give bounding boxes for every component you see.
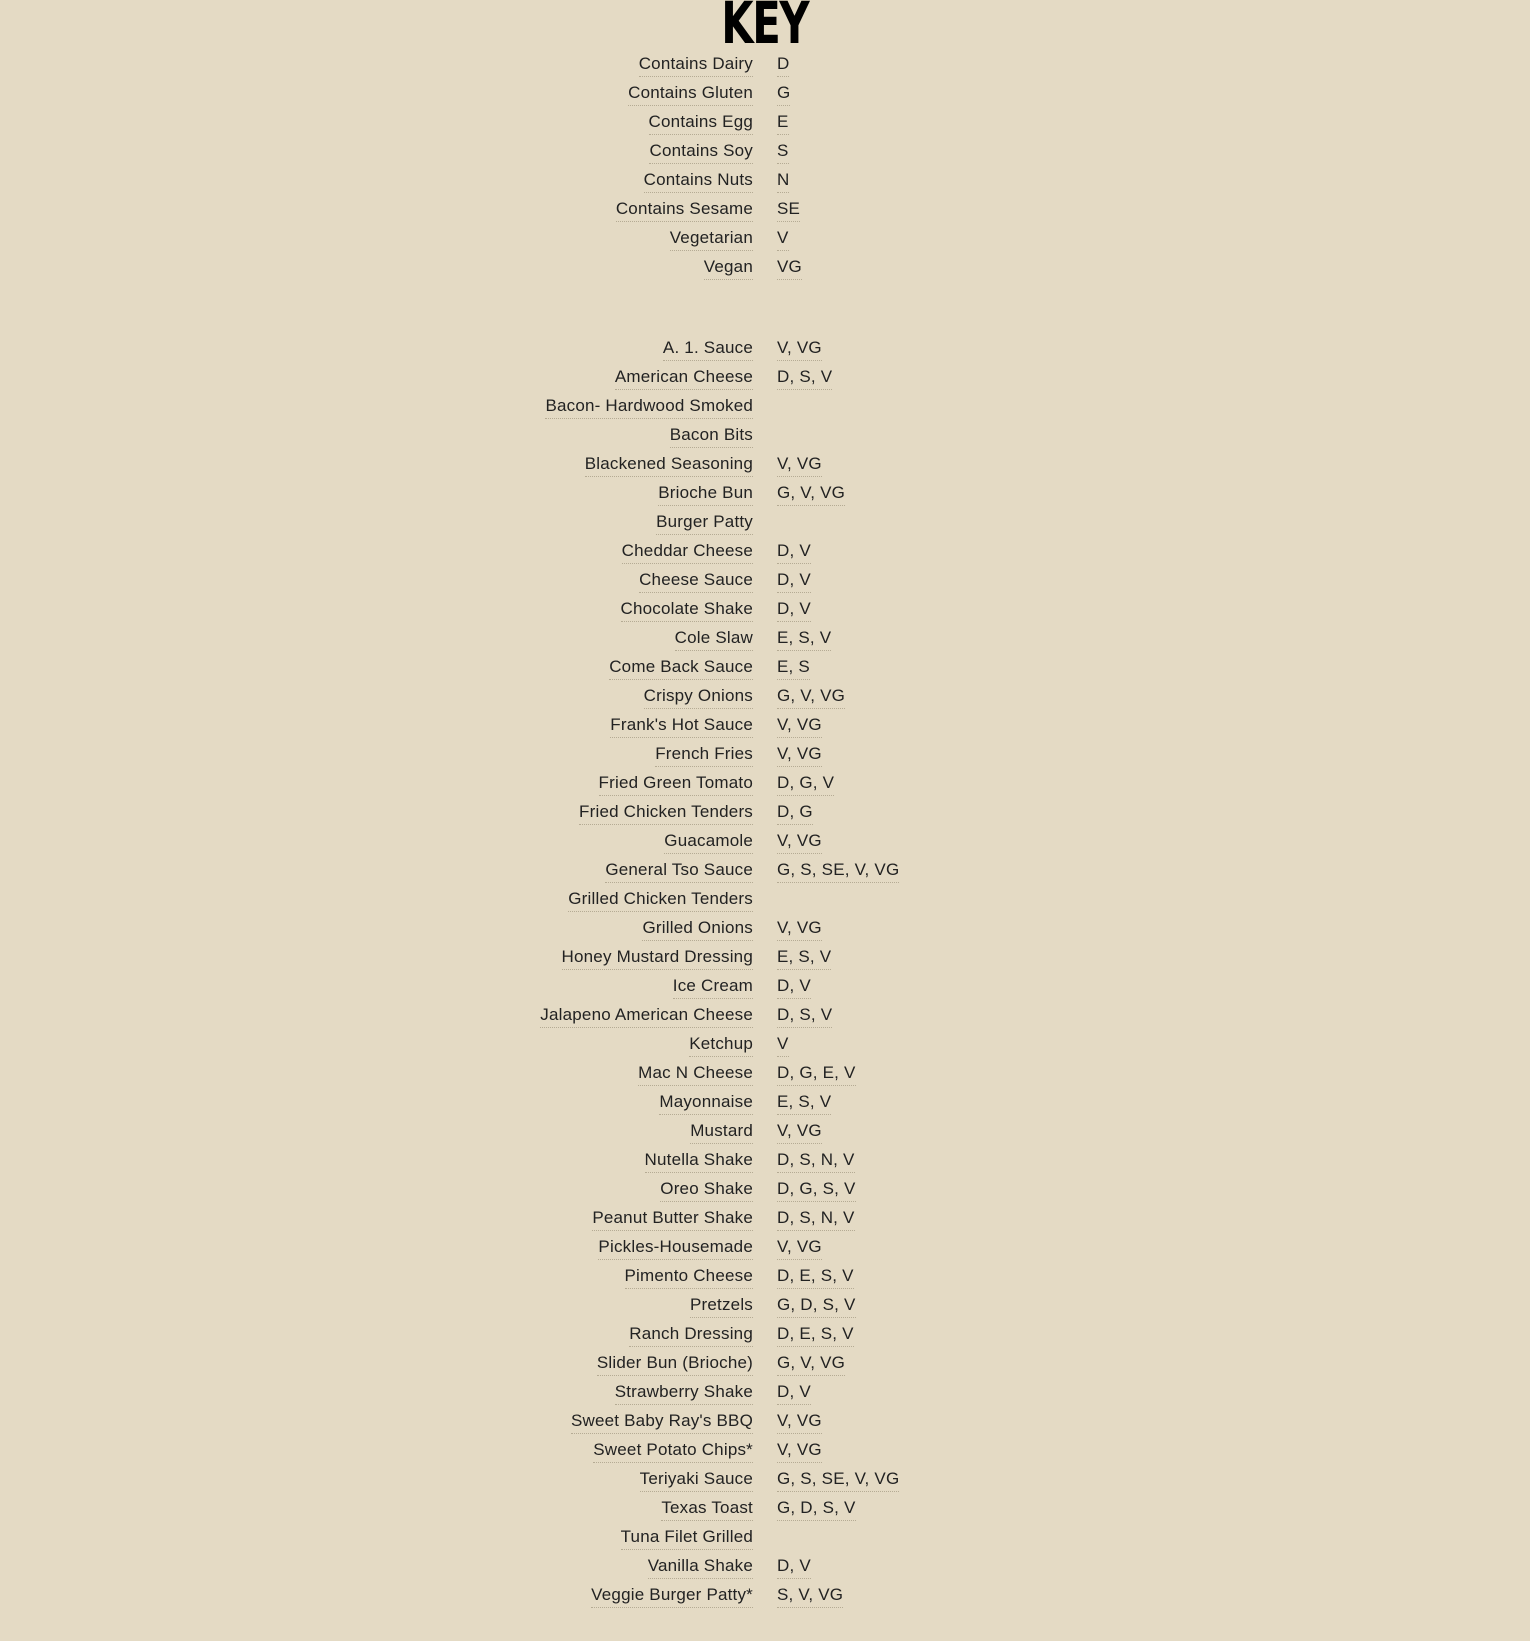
legend-row-name: Vegan [704,256,753,280]
ingredient-row-code: G, S, SE, V, VG [777,1468,899,1492]
ingredient-row-name: Brioche Bun [658,482,753,506]
legend-row [0,224,1530,253]
ingredient-row-name: Grilled Chicken Tenders [568,888,753,912]
ingredient-row-name: Oreo Shake [660,1178,753,1202]
legend-row-code: S [777,140,789,164]
legend-row-code: N [777,169,789,193]
ingredient-row-code: D, V [777,598,811,622]
ingredient-row [0,1204,1530,1233]
ingredient-row-name: Ice Cream [673,975,753,999]
ingredient-row [0,972,1530,1001]
ingredient-row-name: A. 1. Sauce [663,337,753,361]
ingredient-row-name: Tuna Filet Grilled [621,1526,753,1550]
ingredient-row [0,682,1530,711]
ingredient-row [0,1030,1530,1059]
ingredient-row [0,421,1530,450]
ingredient-row [0,1378,1530,1407]
legend-row-name: Contains Egg [649,111,753,135]
allergen-legend-table [0,50,1530,282]
ingredient-row-name: Pimento Cheese [625,1265,753,1289]
ingredient-row-code: V, VG [777,337,822,361]
ingredient-row-name: Strawberry Shake [615,1381,753,1405]
legend-row-code: SE [777,198,800,222]
legend-row [0,166,1530,195]
ingredient-row-name: Peanut Butter Shake [592,1207,753,1231]
legend-row-code: V [777,227,789,251]
ingredient-row-code: G, V, VG [777,482,845,506]
ingredient-row-name: Frank's Hot Sauce [610,714,753,738]
legend-row-name: Contains Gluten [628,82,753,106]
ingredient-row-code: D, S, N, V [777,1207,855,1231]
ingredient-row [0,566,1530,595]
legend-row [0,108,1530,137]
legend-row-name: Contains Soy [649,140,753,164]
ingredient-row-name: Blackened Seasoning [585,453,753,477]
ingredient-row [0,1581,1530,1610]
ingredient-allergen-table [0,334,1530,1610]
ingredient-row [0,740,1530,769]
ingredient-row [0,653,1530,682]
ingredient-row-name: Bacon- Hardwood Smoked [545,395,753,419]
ingredient-row-name: American Cheese [615,366,753,390]
ingredient-row-name: French Fries [655,743,753,767]
ingredient-row-name: Cheddar Cheese [622,540,753,564]
ingredient-row [0,1059,1530,1088]
ingredient-row-name: Veggie Burger Patty* [591,1584,753,1608]
ingredient-row-code: D, S, N, V [777,1149,855,1173]
legend-row-name: Contains Sesame [616,198,753,222]
ingredient-row-code: D, G, E, V [777,1062,856,1086]
ingredient-row-code: G, V, VG [777,685,845,709]
ingredient-row-code: G, D, S, V [777,1497,856,1521]
ingredient-row [0,1407,1530,1436]
ingredient-row-code: V, VG [777,1410,822,1434]
ingredient-row [0,1465,1530,1494]
ingredient-row-name: Ketchup [689,1033,753,1057]
ingredient-row-name: Sweet Baby Ray's BBQ [571,1410,753,1434]
ingredient-row-code: D, S, V [777,1004,832,1028]
ingredient-row-name: Honey Mustard Dressing [562,946,753,970]
ingredient-row-name: Sweet Potato Chips* [593,1439,753,1463]
ingredient-row [0,1552,1530,1581]
ingredient-row-code: V, VG [777,743,822,767]
ingredient-row-code: V [777,1033,789,1057]
ingredient-row [0,1001,1530,1030]
ingredient-row [0,1146,1530,1175]
ingredient-row-name: Crispy Onions [644,685,753,709]
ingredient-row-name: Pickles-Housemade [598,1236,753,1260]
ingredient-row-code: E, S, V [777,946,831,970]
page-title: KEY [721,0,809,57]
ingredient-row-code: V, VG [777,917,822,941]
ingredient-row [0,1523,1530,1552]
ingredient-row-name: Teriyaki Sauce [640,1468,753,1492]
ingredient-row [0,1088,1530,1117]
legend-row [0,79,1530,108]
ingredient-row-name: Burger Patty [656,511,753,535]
ingredient-row-code: V, VG [777,1120,822,1144]
ingredient-row-name: Texas Toast [661,1497,753,1521]
ingredient-row [0,1291,1530,1320]
ingredient-row-code: V, VG [777,714,822,738]
ingredient-row-name: Fried Chicken Tenders [579,801,753,825]
ingredient-row [0,1320,1530,1349]
ingredient-row [0,711,1530,740]
ingredient-row-name: Mustard [690,1120,753,1144]
legend-row-code: VG [777,256,802,280]
ingredient-row-name: Mac N Cheese [638,1062,753,1086]
ingredient-row [0,508,1530,537]
ingredient-row-name: Chocolate Shake [621,598,753,622]
legend-row-name: Contains Nuts [644,169,753,193]
ingredient-row-name: Mayonnaise [659,1091,753,1115]
ingredient-row-name: Jalapeno American Cheese [540,1004,753,1028]
ingredient-row [0,1349,1530,1378]
ingredient-row-name: Guacamole [664,830,753,854]
ingredient-row-code: E, S [777,656,810,680]
ingredient-row-code: S, V, VG [777,1584,843,1608]
legend-row-code: G [777,82,790,106]
ingredient-row-code: D, V [777,1381,811,1405]
ingredient-row [0,392,1530,421]
ingredient-row-name: Fried Green Tomato [599,772,753,796]
ingredient-row-code: E, S, V [777,627,831,651]
ingredient-row [0,624,1530,653]
ingredient-row [0,479,1530,508]
ingredient-row-code: D, S, V [777,366,832,390]
ingredient-row-code: D, G [777,801,813,825]
ingredient-row-code: D, V [777,569,811,593]
ingredient-row-code: V, VG [777,1439,822,1463]
ingredient-row-code: V, VG [777,830,822,854]
ingredient-row [0,798,1530,827]
ingredient-row-code: E, S, V [777,1091,831,1115]
ingredient-row [0,769,1530,798]
ingredient-row-name: Grilled Onions [642,917,753,941]
ingredient-row [0,914,1530,943]
ingredient-row [0,363,1530,392]
ingredient-row-name: Cheese Sauce [639,569,753,593]
ingredient-row-code: V, VG [777,453,822,477]
ingredient-row [0,856,1530,885]
legend-row-code: E [777,111,789,135]
ingredient-row-code: D, E, S, V [777,1323,854,1347]
ingredient-row-name: Vanilla Shake [648,1555,753,1579]
ingredient-row-name: Come Back Sauce [609,656,753,680]
ingredient-row [0,595,1530,624]
ingredient-row-name: Slider Bun (Brioche) [597,1352,753,1376]
ingredient-row [0,537,1530,566]
ingredient-row-code: D, E, S, V [777,1265,854,1289]
ingredient-row [0,334,1530,363]
ingredient-row-code: G, D, S, V [777,1294,856,1318]
legend-row-code: D [777,53,789,77]
legend-row [0,137,1530,166]
ingredient-row [0,450,1530,479]
ingredient-row-name: Pretzels [690,1294,753,1318]
ingredient-row [0,1233,1530,1262]
ingredient-row [0,1436,1530,1465]
legend-row [0,50,1530,79]
ingredient-row-code: D, G, S, V [777,1178,856,1202]
ingredient-row-code: D, V [777,975,811,999]
ingredient-row-name: Nutella Shake [645,1149,753,1173]
legend-row [0,195,1530,224]
ingredient-row-name: Cole Slaw [675,627,753,651]
ingredient-row-code: G, S, SE, V, VG [777,859,899,883]
ingredient-row [0,885,1530,914]
legend-row-name: Contains Dairy [639,53,753,77]
ingredient-row [0,827,1530,856]
legend-row [0,253,1530,282]
ingredient-row-name: Bacon Bits [670,424,753,448]
ingredient-row [0,1175,1530,1204]
ingredient-row-code: V, VG [777,1236,822,1260]
ingredient-row-code: D, V [777,540,811,564]
ingredient-row-name: General Tso Sauce [605,859,753,883]
ingredient-row [0,1262,1530,1291]
ingredient-row-code: D, G, V [777,772,834,796]
ingredient-row [0,1117,1530,1146]
ingredient-row-code: G, V, VG [777,1352,845,1376]
ingredient-row-name: Ranch Dressing [629,1323,753,1347]
ingredient-row [0,1494,1530,1523]
ingredient-row [0,943,1530,972]
legend-row-name: Vegetarian [670,227,753,251]
ingredient-row-code: D, V [777,1555,811,1579]
